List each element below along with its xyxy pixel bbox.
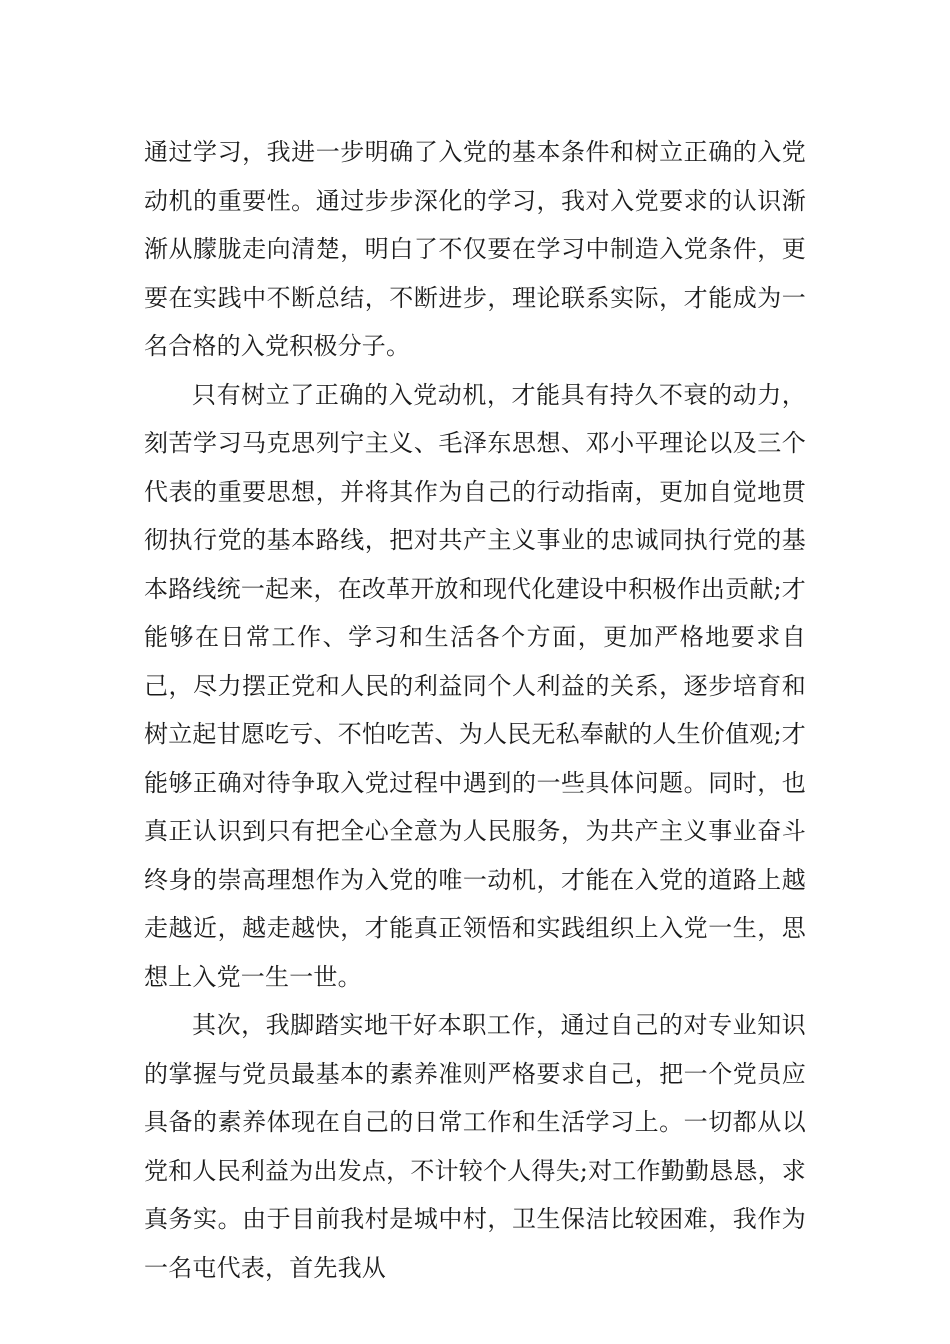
- paragraph-1: 通过学习，我进一步明确了入党的基本条件和树立正确的入党动机的重要性。通过步步深化的学习，我对入党要求的认识渐渐从朦胧走向清楚，明白了不仅要在学习中制造入党条件，更要在实践中不断总结，不断进步，理论联系实际，才能成为一名合格的入党积极分子。: [144, 138, 806, 360]
- paragraph-3: 其次，我脚踏实地干好本职工作，通过自己的对专业知识的掌握与党员最基本的素养准则严格要求自己，把一个党员应具备的素养体现在自己的日常工作和生活学习上。一切都从以党和人民利益为出发点，不计较个人得失;对工作勤勤恳恳，求真务实。由于目前我村是城中村，卫生保洁比较困难，我作为一名屯代表，首先我从: [144, 1011, 806, 1282]
- paragraph-2: 只有树立了正确的入党动机，才能具有持久不衰的动力，刻苦学习马克思列宁主义、毛泽东思想、邓小平理论以及三个代表的重要思想，并将其作为自己的行动指南，更加自觉地贯彻执行党的基本路线，把对共产主义事业的忠诚同执行党的基本路线统一起来，在改革开放和现代化建设中积极作出贡献;才能够在日常工作、学习和生活各个方面，更加严格地要求自己，尽力摆正党和人民的利益同个人利益的关系，逐步培育和树立起甘愿吃亏、不怕吃苦、为人民无私奉献的人生价值观;才能够正确对待争取入党过程中遇到的一些具体问题。同时，也真正认识到只有把全心全意为人民服务，为共产主义事业奋斗终身的崇高理想作为入党的唯一动机，才能在入党的道路上越走越近，越走越快，才能真正领悟和实践组织上入党一生，思想上入党一生一世。: [144, 380, 806, 991]
- document-body: [144, 128, 806, 1292]
